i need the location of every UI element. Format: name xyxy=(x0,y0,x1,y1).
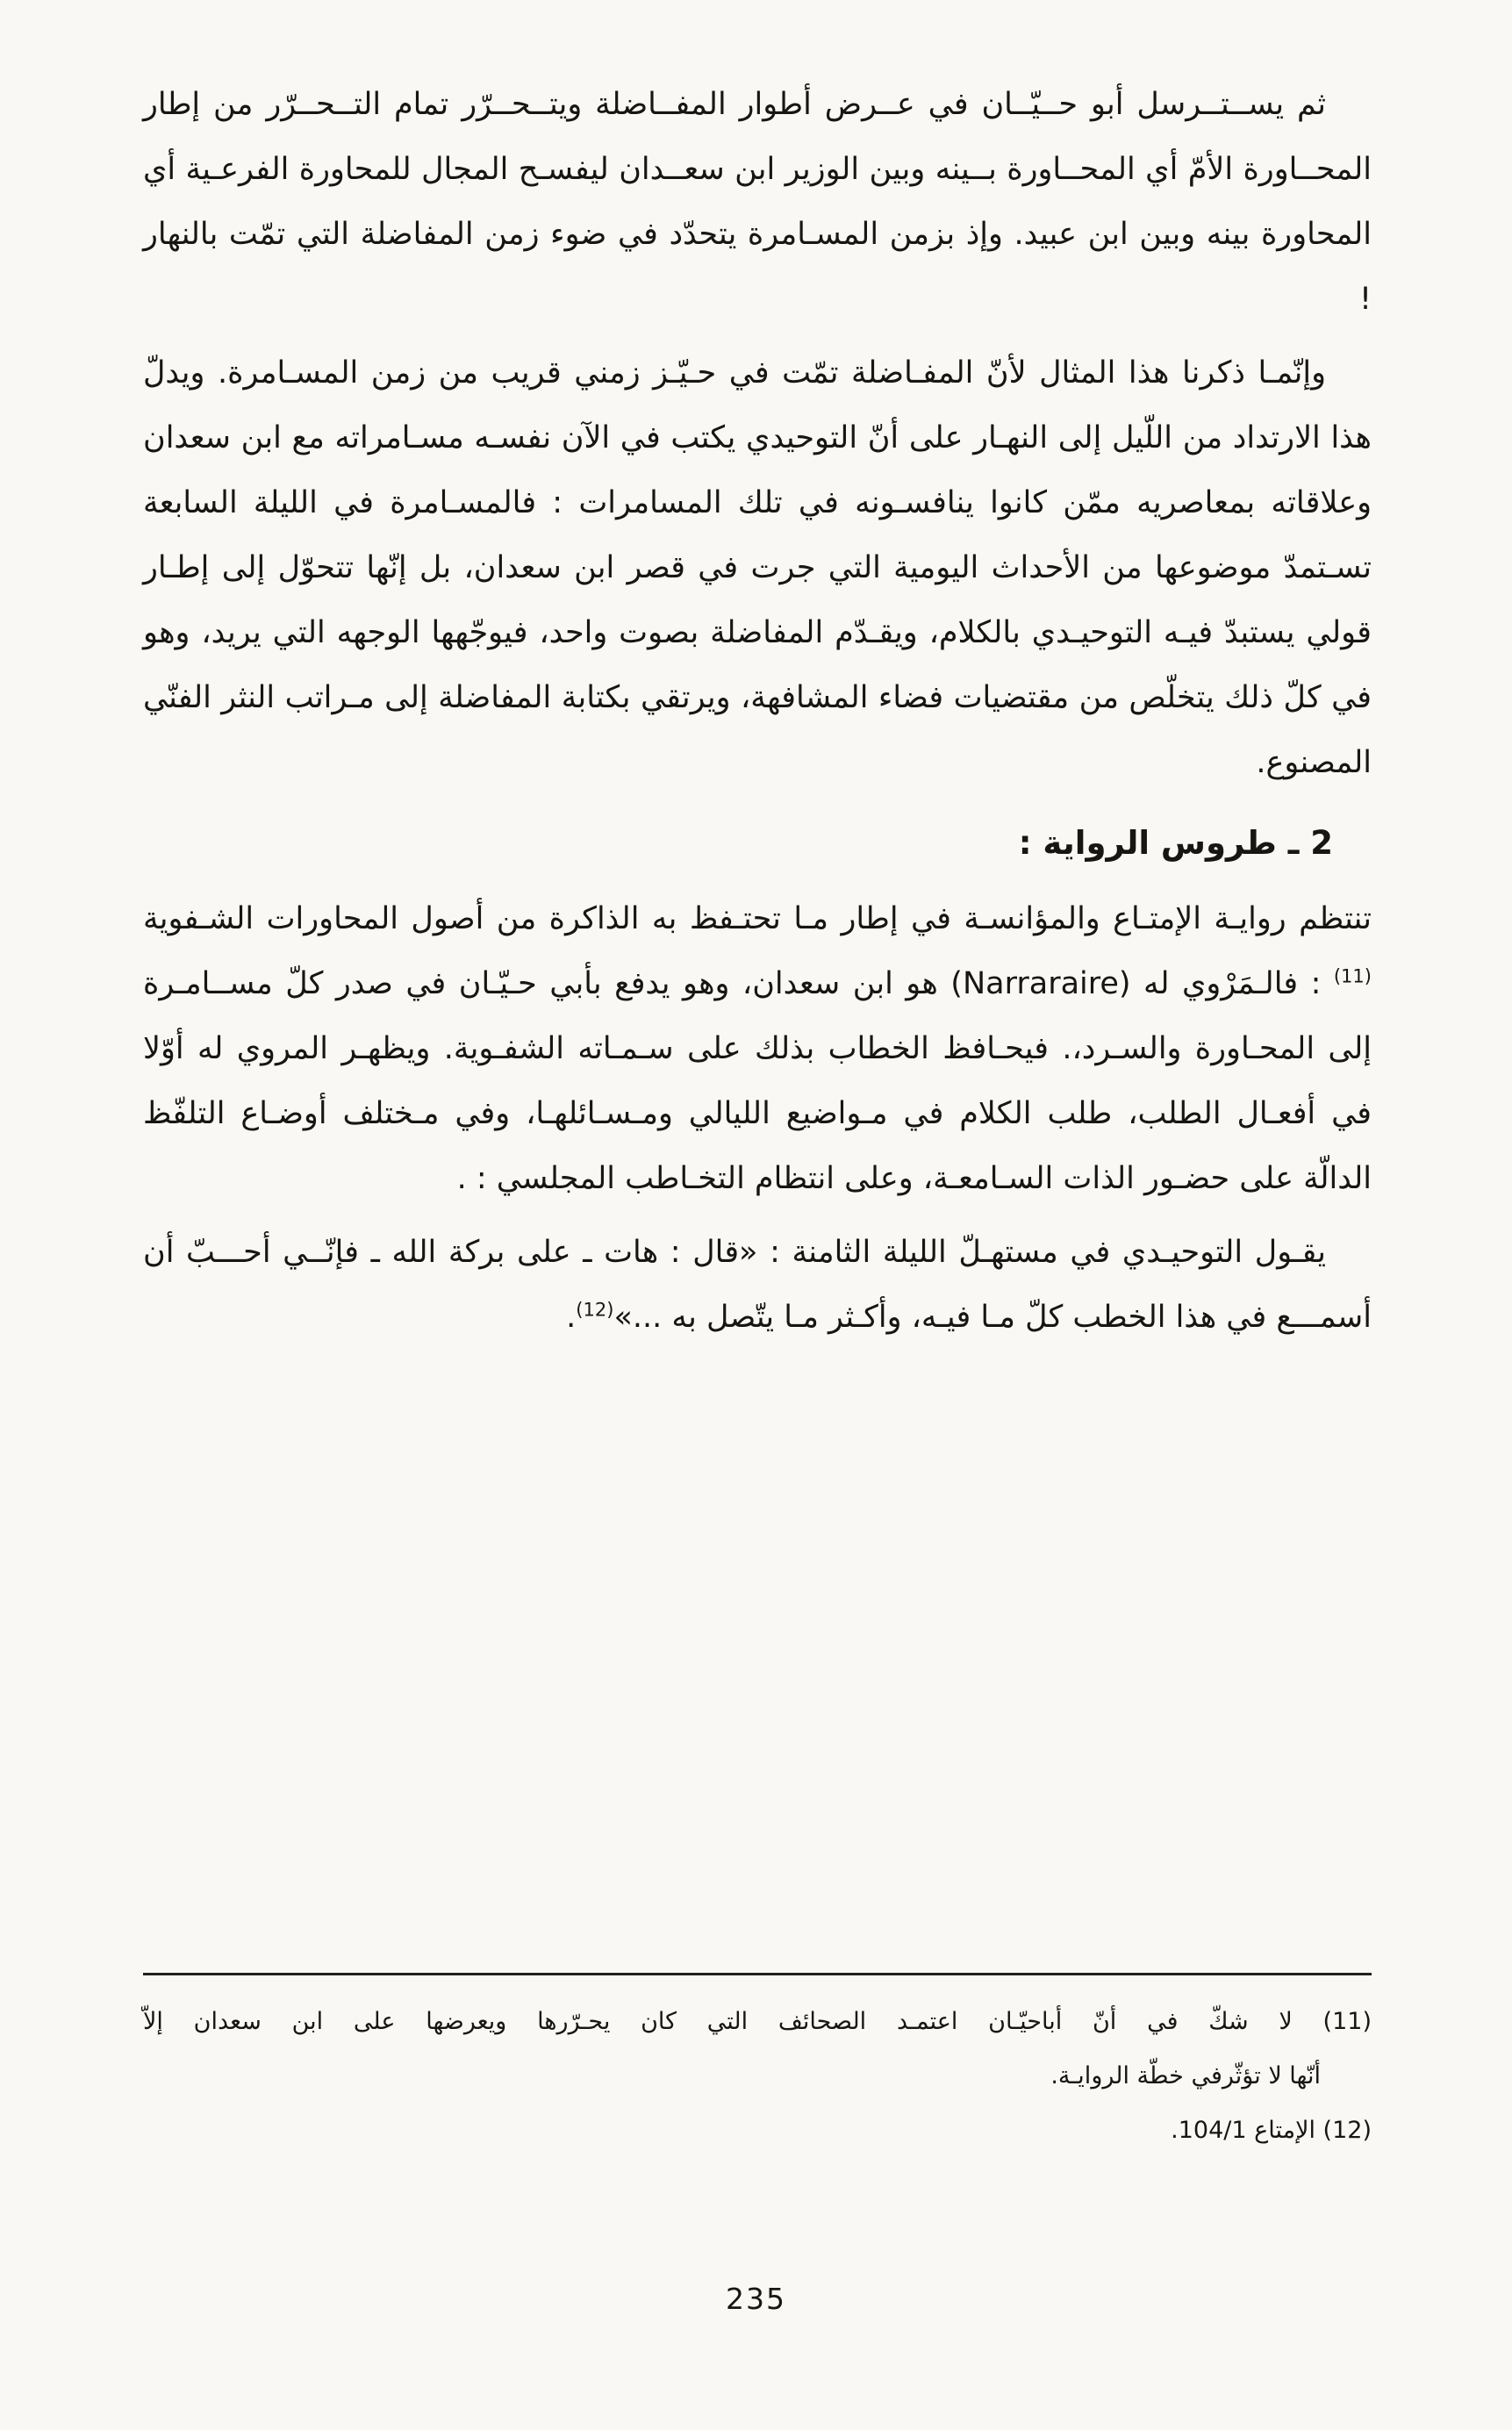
footnote-separator-rule xyxy=(143,1973,1372,1975)
footnote-ref-12: (12) xyxy=(576,1299,614,1321)
footnote-11-line-2: أنّها لا تؤثّرفي خطّة الروايـة. xyxy=(1050,2062,1321,2090)
paragraph-1: ثم يســتــرسل أبو حــيّــان في عــرض أطوار المفــاضلة ويتــحــرّر تمام التــحــرّر من إطار المحــاورة الأمّ أي المحــاورة بــينه وبين الوزير ابن سعــدان ليفسـح المجال للمحاورة الفرعـية أي المحاورة بينه وبين ابن عبيد. وإذ بزمن المسـامرة يتحدّد في ضوء زمن المفاضلة التي تمّت بالنهار ! xyxy=(143,87,1372,317)
paragraph-4 xyxy=(143,1220,1372,1350)
paragraph-3 xyxy=(143,886,1372,1211)
paragraph-4-text-continued: . xyxy=(566,1300,577,1335)
footnote-12: (12) الإمتاع 104/1. xyxy=(1171,2117,1372,2144)
footnote-11-line-1: (11) لا شكّ في أنّ أباحيّـان اعتمـد الصحائف التي كان يحـرّرها ويعرضها على ابن سعدان إلاّ xyxy=(143,2008,1372,2035)
paragraph-2: وإنّمـا ذكرنا هذا المثال لأنّ المفـاضلة تمّت في حـيّـز زمني قريب من زمن المسـامرة. ويدلّ هذا الارتداد من اللّيل إلى النهـار على أنّ التوحيدي يكتب في الآن نفسـه مسـامراته مع ابن سعدان وعلاقاته بمعاصريه ممّن كانوا ينافسـونه في تلك المسامرات : فالمسـامرة في الليلة السابعة تسـتمدّ موضوعها من الأحداث اليومية التي جرت في قصر ابن سعدان، بل إنّها تتحوّل إلى إطـار قولي يستبدّ فيـه التوحيـدي بالكلام، ويقـدّم المفاضلة بصوت واحد، فيوجّهها الوجهه التي يريد، وهو في كلّ ذلك يتخلّص من مقتضيات فضاء المشافهة، ويرتقي بكتابة المفاضلة إلى مـراتب النثر الفنّي المصنوع. xyxy=(143,355,1372,780)
paragraph-3-text-continued: : فالـمَرْوي له (Narraraire) هو ابن سعدان، وهو يدفع بأبي حـيّـان في صدر كلّ مســامـرة إلى المحـاورة والسـرد،. فيحـافظ الخطاب بذلك على سـمـاته الشفـوية. ويظهـر المروي له أوّلا في أفعـال الطلب، طلب الكلام في مـواضيع الليالي ومـسـائلهـا، وفي مـختلف أوضـاع التلفّظ الدالّة على حضـور الذات السـامعـة، وعلى انتظام التخـاطب المجلسي : . xyxy=(143,966,1372,1196)
page-number: 235 xyxy=(726,2282,786,2316)
paragraph-4-text: يقـول التوحيـدي في مستهـلّ الليلة الثامنة : «قال : هات ـ على بركة الله ـ فإنّــي أحـــبّ أن أسمـــع في هذا الخطب كلّ مـا فيـه، وأكـثر مـا يتّصل به ...» xyxy=(143,1235,1372,1335)
paragraph-3-text: تنتظم روايـة الإمتـاع والمؤانسـة في إطار مـا تحتـفظ به الذاكرة من أصول المحاورات الشـفوية xyxy=(143,901,1372,936)
footnotes-section xyxy=(143,1973,1372,2158)
section-heading: 2 ـ طروس الرواية : xyxy=(1018,824,1333,862)
main-text-block xyxy=(143,72,1372,1358)
footnote-ref-11: (11) xyxy=(1333,965,1372,987)
